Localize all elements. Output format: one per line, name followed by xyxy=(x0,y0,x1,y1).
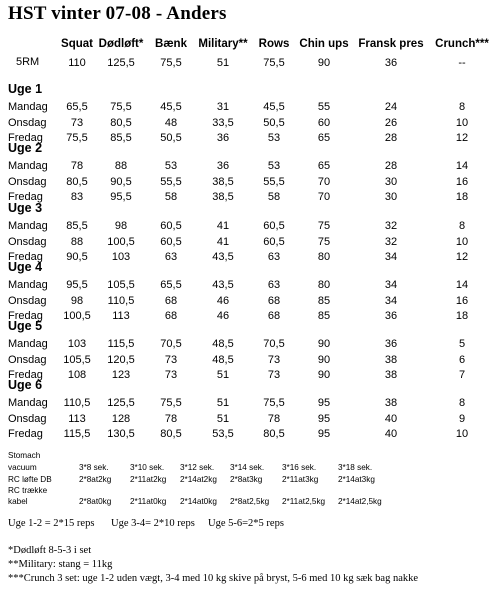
footnote: *Dødløft 8-5-3 i set xyxy=(8,545,92,556)
table-cell: 58 xyxy=(164,191,178,203)
table-cell: 34 xyxy=(384,251,398,263)
table-cell: 85 xyxy=(317,294,331,307)
rc-kabel-value: 2*11at2,5kg xyxy=(282,497,326,506)
reps-text: Uge 5-6=2*5 reps xyxy=(208,518,284,529)
rc-kabel-value: 2*11at0kg xyxy=(130,497,167,506)
table-cell: 110,5 xyxy=(107,294,135,307)
table-cell: 10 xyxy=(455,428,469,440)
table-cell: 53 xyxy=(267,160,281,172)
table-cell: 9 xyxy=(458,412,466,425)
reps-text: Uge 3-4= 2*10 reps xyxy=(111,518,195,529)
table-cell: 70,5 xyxy=(263,338,285,350)
rc-kabel-value: 2*14at0kg xyxy=(180,497,217,506)
table-cell: 40 xyxy=(384,412,398,425)
table-cell: 83 xyxy=(70,191,84,203)
table-cell: 24 xyxy=(384,101,398,113)
table-cell: 70,5 xyxy=(160,338,182,350)
table-cell: 51 xyxy=(216,397,230,409)
rm-cell: 125,5 xyxy=(107,57,135,69)
day-label: Onsdag xyxy=(8,175,47,188)
table-cell: 95 xyxy=(317,397,331,409)
day-label: Mandag xyxy=(8,397,48,409)
table-cell: 26 xyxy=(384,116,398,129)
table-cell: 78 xyxy=(70,160,84,172)
table-cell: 73 xyxy=(70,116,84,129)
table-cell: 55,5 xyxy=(263,175,285,188)
stomach-value: 3*8 sek. xyxy=(79,463,109,472)
table-cell: 45,5 xyxy=(160,101,182,113)
table-cell: 50,5 xyxy=(263,116,285,129)
day-label: Mandag xyxy=(8,160,48,172)
table-cell: 78 xyxy=(267,412,281,425)
table-cell: 125,5 xyxy=(107,397,135,409)
table-cell: 73 xyxy=(267,369,281,381)
day-label: Onsdag xyxy=(8,116,47,129)
table-cell: 75 xyxy=(317,235,331,248)
table-cell: 85 xyxy=(317,310,331,322)
week-label: Uge 4 xyxy=(8,260,43,274)
table-cell: 75,5 xyxy=(263,397,285,409)
rc-kabel-label: kabel xyxy=(8,497,28,506)
table-cell: 90 xyxy=(317,353,331,366)
table-cell: 113 xyxy=(112,310,130,322)
table-cell: 73 xyxy=(164,369,178,381)
table-cell: 28 xyxy=(384,160,398,172)
table-cell: 68 xyxy=(267,294,281,307)
table-cell: 65,5 xyxy=(160,279,182,291)
table-cell: 103 xyxy=(67,338,87,350)
table-cell: 60 xyxy=(317,116,331,129)
table-cell: 41 xyxy=(216,220,230,232)
table-cell: 38,5 xyxy=(212,175,234,188)
day-label: Mandag xyxy=(8,338,48,350)
table-cell: 41 xyxy=(216,235,230,248)
day-label: Onsdag xyxy=(8,412,47,425)
table-cell: 60,5 xyxy=(160,235,182,248)
stomach-value: 3*18 sek. xyxy=(338,463,373,472)
table-cell: 48,5 xyxy=(212,338,234,350)
table-cell: 90,5 xyxy=(66,251,88,263)
table-cell: 80 xyxy=(317,251,331,263)
table-cell: 65,5 xyxy=(66,101,88,113)
table-cell: 51 xyxy=(216,412,230,425)
column-header: Bænk xyxy=(155,38,187,50)
table-cell: 88 xyxy=(114,160,128,172)
rc-db-value: 2*14at2kg xyxy=(180,475,217,484)
week-label: Uge 3 xyxy=(8,201,43,215)
table-cell: 55 xyxy=(317,101,331,113)
rc-kabel-value: 2*14at2,5kg xyxy=(338,497,382,506)
day-label: Fredag xyxy=(8,132,43,144)
table-cell: 55,5 xyxy=(160,175,182,188)
column-header: Squat xyxy=(61,38,93,50)
table-cell: 60,5 xyxy=(263,220,285,232)
week-label: Uge 5 xyxy=(8,319,43,333)
table-cell: 85,5 xyxy=(110,132,132,144)
table-cell: 98 xyxy=(114,220,128,232)
rc-kabel-value: 2*8at0kg xyxy=(79,497,112,506)
table-cell: 40 xyxy=(384,428,398,440)
table-cell: 105,5 xyxy=(107,279,135,291)
table-cell: 16 xyxy=(455,294,469,307)
table-cell: 53 xyxy=(267,132,281,144)
table-cell: 70 xyxy=(317,191,331,203)
rc-db-value: 2*14at3kg xyxy=(338,475,375,484)
reps-text: Uge 1-2 = 2*15 reps xyxy=(8,518,95,529)
week-label: Uge 1 xyxy=(8,82,43,96)
column-header: Dødløft* xyxy=(98,38,144,50)
stomach-value: 3*10 sek. xyxy=(130,463,165,472)
rc-db-value: 2*11at2kg xyxy=(130,475,167,484)
rc-kabel-value: 2*8at2,5kg xyxy=(230,497,270,506)
table-cell: 8 xyxy=(458,397,466,409)
table-cell: 7 xyxy=(458,369,466,381)
rm-cell: 36 xyxy=(384,57,398,69)
table-cell: 63 xyxy=(164,251,178,263)
footnote: ***Crunch 3 set: uge 1-2 uden vægt, 3-4 med 10 kg skive på bryst, 5-6 med 10 kg sæk bag nakke xyxy=(8,573,419,584)
footnote: **Military: stang = 11kg xyxy=(8,559,113,570)
day-label: Onsdag xyxy=(8,353,47,366)
rm-cell: 75,5 xyxy=(160,57,182,69)
week-label: Uge 6 xyxy=(8,378,43,392)
stomach-label: vacuum xyxy=(8,463,37,472)
table-cell: 113 xyxy=(68,412,86,425)
table-cell: 30 xyxy=(384,175,398,188)
table-cell: 14 xyxy=(455,160,469,172)
table-cell: 63 xyxy=(267,251,281,263)
table-cell: 18 xyxy=(455,310,469,322)
table-cell: 60,5 xyxy=(160,220,182,232)
table-cell: 36 xyxy=(384,338,398,350)
rc-db-value: 2*11at3kg xyxy=(282,475,319,484)
table-cell: 36 xyxy=(384,310,398,322)
table-cell: 115,5 xyxy=(63,428,91,440)
table-cell: 88 xyxy=(70,235,84,248)
day-label: Mandag xyxy=(8,279,48,291)
table-cell: 16 xyxy=(455,175,469,188)
table-cell: 128 xyxy=(111,412,131,425)
table-cell: 130,5 xyxy=(107,428,135,440)
table-cell: 34 xyxy=(384,294,398,307)
table-cell: 75,5 xyxy=(66,132,88,144)
table-cell: 75 xyxy=(317,220,331,232)
table-cell: 123 xyxy=(111,369,131,381)
column-header: Military** xyxy=(198,38,248,50)
table-cell: 68 xyxy=(267,310,281,322)
stomach-value: 3*14 sek. xyxy=(230,463,265,472)
table-cell: 36 xyxy=(216,132,230,144)
column-header: Chin ups xyxy=(299,38,349,50)
table-cell: 85,5 xyxy=(66,220,88,232)
table-cell: 95,5 xyxy=(110,191,132,203)
table-cell: 75,5 xyxy=(160,397,182,409)
table-cell: 95,5 xyxy=(66,279,88,291)
table-cell: 80,5 xyxy=(160,428,182,440)
table-cell: 38 xyxy=(384,397,398,409)
table-cell: 58 xyxy=(267,191,281,203)
rm-cell: -- xyxy=(458,57,466,69)
page-title: HST vinter 07-08 - Anders xyxy=(8,3,227,24)
table-cell: 90,5 xyxy=(110,175,132,188)
table-cell: 95 xyxy=(317,428,331,440)
table-cell: 12 xyxy=(455,132,469,144)
table-cell: 8 xyxy=(458,220,466,232)
table-cell: 32 xyxy=(384,220,398,232)
table-cell: 65 xyxy=(317,132,331,144)
table-cell: 50,5 xyxy=(160,132,182,144)
table-cell: 10 xyxy=(455,235,469,248)
table-cell: 34 xyxy=(384,279,398,291)
table-cell: 12 xyxy=(455,251,469,263)
table-cell: 80,5 xyxy=(110,116,132,129)
table-cell: 80 xyxy=(317,279,331,291)
table-cell: 68 xyxy=(164,294,178,307)
week-label: Uge 2 xyxy=(8,141,43,155)
table-cell: 68 xyxy=(164,310,178,322)
table-cell: 70 xyxy=(317,175,331,188)
day-label: Fredag xyxy=(8,191,43,203)
table-cell: 100,5 xyxy=(63,310,91,322)
table-cell: 5 xyxy=(458,338,466,350)
rm-cell: 75,5 xyxy=(263,57,285,69)
day-label: Fredag xyxy=(8,251,43,263)
table-cell: 48 xyxy=(164,116,178,129)
rc-db-value: 2*8at3kg xyxy=(230,475,263,484)
table-cell: 38,5 xyxy=(212,191,234,203)
table-cell: 32 xyxy=(384,235,398,248)
table-cell: 100,5 xyxy=(107,235,135,248)
table-cell: 31 xyxy=(216,101,230,113)
stomach-label: Stomach xyxy=(8,451,41,460)
table-cell: 48,5 xyxy=(212,353,234,366)
table-cell: 33,5 xyxy=(212,116,234,129)
table-cell: 51 xyxy=(216,369,230,381)
table-cell: 95 xyxy=(317,412,331,425)
rm-cell: 90 xyxy=(317,57,331,69)
table-cell: 63 xyxy=(267,279,281,291)
table-cell: 108 xyxy=(67,369,87,381)
table-cell: 30 xyxy=(384,191,398,203)
table-cell: 90 xyxy=(317,338,331,350)
table-cell: 75,5 xyxy=(110,101,132,113)
table-cell: 43,5 xyxy=(212,279,234,291)
table-cell: 6 xyxy=(458,353,466,366)
stomach-value: 3*16 sek. xyxy=(282,463,317,472)
day-label: Mandag xyxy=(8,101,48,113)
table-cell: 98 xyxy=(70,294,84,307)
table-cell: 45,5 xyxy=(263,101,285,113)
table-cell: 18 xyxy=(455,191,469,203)
day-label: Onsdag xyxy=(8,294,47,307)
day-label: Fredag xyxy=(8,369,43,381)
table-cell: 65 xyxy=(317,160,331,172)
table-cell: 120,5 xyxy=(107,353,135,366)
table-cell: 28 xyxy=(384,132,398,144)
table-cell: 14 xyxy=(455,279,469,291)
column-header: Rows xyxy=(258,38,290,50)
table-cell: 46 xyxy=(216,294,230,307)
table-cell: 53,5 xyxy=(212,428,234,440)
table-cell: 38 xyxy=(384,369,398,381)
rc-kabel-label: RC trække xyxy=(8,486,48,495)
table-cell: 10 xyxy=(455,116,469,129)
table-cell: 103 xyxy=(111,251,131,263)
rm-cell: 51 xyxy=(216,57,230,69)
table-cell: 73 xyxy=(267,353,281,366)
table-cell: 80,5 xyxy=(66,175,88,188)
table-cell: 38 xyxy=(384,353,398,366)
column-header: Fransk pres xyxy=(358,38,424,50)
rc-db-label: RC løfte DB xyxy=(8,475,52,484)
column-header: Crunch*** xyxy=(435,38,489,50)
table-cell: 73 xyxy=(164,353,178,366)
rc-db-value: 2*8at2kg xyxy=(79,475,112,484)
day-label: Onsdag xyxy=(8,235,47,248)
table-cell: 60,5 xyxy=(263,235,285,248)
table-cell: 90 xyxy=(317,369,331,381)
table-cell: 53 xyxy=(164,160,178,172)
day-label: Fredag xyxy=(8,428,43,440)
table-cell: 8 xyxy=(458,101,466,113)
table-cell: 110,5 xyxy=(63,397,91,409)
table-cell: 43,5 xyxy=(212,251,234,263)
rm-cell: 110 xyxy=(68,57,86,69)
day-label: Fredag xyxy=(8,310,43,322)
table-cell: 115,5 xyxy=(107,338,135,350)
table-cell: 36 xyxy=(216,160,230,172)
table-cell: 80,5 xyxy=(263,428,285,440)
stomach-value: 3*12 sek. xyxy=(180,463,215,472)
table-cell: 105,5 xyxy=(63,353,91,366)
table-cell: 78 xyxy=(164,412,178,425)
day-label: Mandag xyxy=(8,220,48,232)
rm-row-label: 5RM xyxy=(16,56,40,68)
table-cell: 46 xyxy=(216,310,230,322)
